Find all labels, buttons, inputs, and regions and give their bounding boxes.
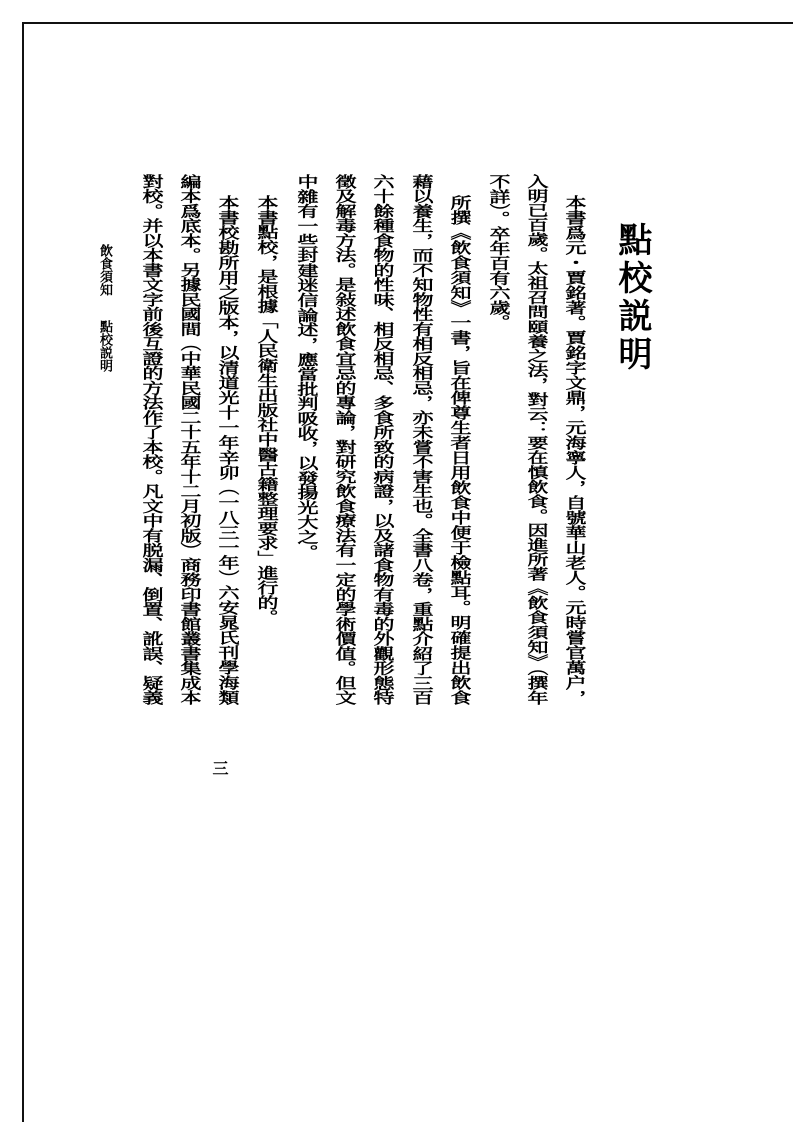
text-column: 不詳）。卒年百有六歲。	[487, 174, 512, 330]
text-column: 中雜有一些封建迷信論述，應當批判吸收，以發揚光大之。	[295, 174, 320, 560]
text-column: 所撰《飲食須知》一書，旨在俾尊生者日用飲食中便于檢點耳。明確提出飲食	[448, 195, 473, 705]
text-column: 對校。并以本書文字前後互證的方法作了本校。凡文中有脱漏、倒置、訛誤、疑義	[140, 174, 165, 705]
text-column: 本書爲元・賈銘著。賈銘字文鼎，元海寧人，自號華山老人。元時嘗官萬户，	[563, 195, 588, 705]
page-border-left	[22, 22, 24, 1122]
page-title: 點校説明	[612, 222, 652, 374]
page-border-top	[22, 22, 793, 24]
page-number: 三	[210, 760, 229, 776]
text-column: 本書點校，是根據「人民衛生出版社中醫古籍整理要求」進行的。	[255, 195, 280, 625]
footer-section-title: 點校説明	[97, 320, 112, 372]
text-column: 編本爲底本。另據民國間（中華民國二十五年十二月初版）商務印書館叢書集成本	[178, 174, 203, 705]
text-column: 入明已百歲。太祖召問頤養之法，對云：要在慎飲食。因進所著《飲食須知》（撰年	[525, 174, 550, 705]
text-column: 六十餘種食物的性味、相反相忌、多食所致的病證，以及諸食物有毒的外觀形態特	[371, 174, 396, 705]
text-column: 徵及解毒方法。是敍述飲食宜忌的專論，對研究飲食療法有一定的學術價值。但文	[333, 174, 358, 705]
footer-book-title: 飲食須知	[97, 244, 112, 296]
text-column: 藉以養生，而不知物性有相反相忌，亦未嘗不害生也。全書八卷，重點介紹了三百	[410, 174, 435, 705]
text-column: 本書校勘所用之版本，以清道光十一年辛卯（一八三一年）六安晁氏刊學海類	[216, 195, 241, 705]
